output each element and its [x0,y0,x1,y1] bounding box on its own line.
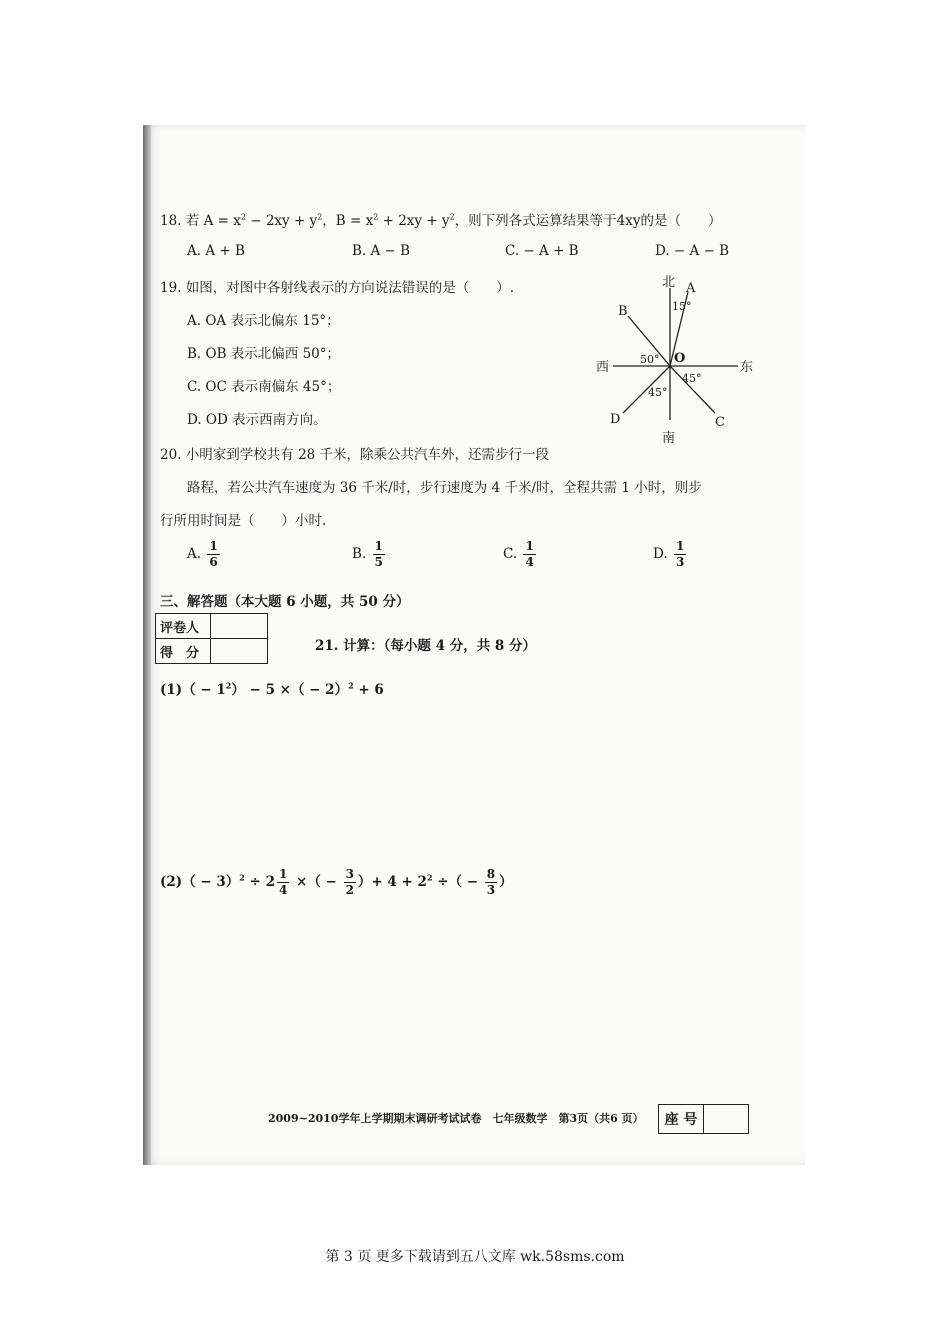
label-ray-b: B [618,304,628,319]
grader-reviewer-cell [211,614,268,639]
seat-number-box [658,1104,749,1134]
label-ray-d: D [610,412,621,427]
q20-option-a: A. $\frac{1}{6}$ [187,539,218,569]
label-south: 南 [662,431,676,446]
grader-table [155,613,268,664]
q21-part-1: $(1)( - 1^2) - 5$ ×（ − 2）$^2$ + 6 [160,680,384,698]
q19-option-c: C. OC 表示南偏东 45°； [187,379,341,395]
question-20-line-3: 行所用时间是（ ）小时. [160,513,327,529]
label-origin: O [674,351,686,366]
question-18-stem: 18. 若 $A = x^2 - 2xy + y^2$，$B = x^2 + 2xy + y^2$，则下列各式运算结果等于4xy的是（ ） [160,212,722,229]
seat-number-cell [704,1105,749,1134]
grader-reviewer-label: 评卷人 [156,614,211,639]
label-ray-c: C [715,415,725,430]
label-east: 东 [740,360,754,375]
exam-footer: 2009~2010学年上学期期末调研考试试卷 七年级数学 第3页（共6 页） [268,1112,644,1125]
page-footer: 第 3 页 更多下载请到五八文库 wk.58sms.com [325,1249,625,1265]
section-3-title: 三、解答题（本大题 6 小题，共 50 分） [160,594,410,610]
label-north: 北 [662,275,676,290]
q19-option-b: B. OB 表示北偏西 50°； [187,346,341,362]
grader-score-cell [211,639,268,664]
angle-45-west: 45° [648,386,668,399]
question-20-line-2: 路程，若公共汽车速度为 36 千米/时，步行速度为 4 千米/时，全程共需 1 小时，则步 [187,480,702,496]
question-19-stem: 19. 如图，对图中各射线表示的方向说法错误的是（ ）. [160,280,515,296]
question-21-title: 21. 计算：（每小题 4 分，共 8 分） [315,638,537,654]
scan-shadow-edge [143,125,151,1165]
angle-15: 15° [672,300,692,313]
grader-score-label: 得 分 [156,639,211,664]
direction-diagram [588,270,763,450]
q18-option-c: C. − A + B [505,243,579,259]
label-west: 西 [596,360,610,375]
seat-number-label: 座 号 [659,1105,704,1134]
q20-option-d: D. $\frac{1}{3}$ [653,539,685,569]
q21-part-2: $(2)( - 3)^2 \div 2$ $\frac{1}{4}$ ×（ − $\frac{3}{2}$ ）+ $4 + 2^2$ ÷（ − $\frac{8}{3}$ ） [160,867,513,897]
label-ray-a: A [686,281,696,296]
angle-50: 50° [640,353,660,366]
q18-option-d: D. − A − B [655,243,730,259]
q18-option-a: A. A + B [187,243,245,259]
q20-option-b: B. $\frac{1}{5}$ [352,539,383,569]
q20-option-c: C. $\frac{1}{4}$ [503,539,534,569]
q19-option-a: A. OA 表示北偏东 15°； [187,313,340,329]
question-20-line-1: 20. 小明家到学校共有 28 千米，除乘公共汽车外，还需步行一段 [160,447,550,463]
q19-option-d: D. OD 表示西南方向。 [187,412,327,428]
angle-45-east: 45° [682,372,702,385]
scanned-exam-page [143,125,805,1165]
q18-option-b: B. A − B [352,243,411,259]
